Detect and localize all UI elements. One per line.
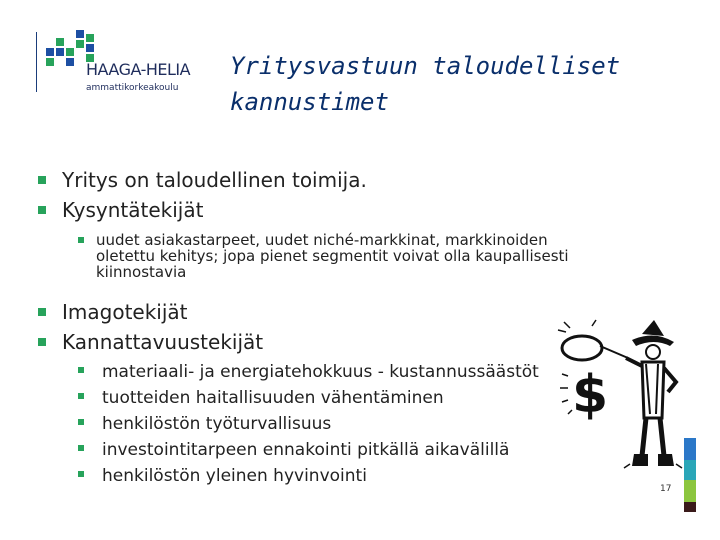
slide-title: Yritysvastuun taloudelliset kannustimet bbox=[230, 52, 621, 116]
bullet-text: tuotteiden haitallisuuden vähentäminen bbox=[102, 388, 444, 408]
bullet-text: henkilöstön yleinen hyvinvointi bbox=[102, 466, 367, 486]
bullet-text: materiaali- ja energiatehokkuus - kustannussäästöt bbox=[102, 362, 539, 382]
sub-bullet-item bbox=[78, 414, 331, 434]
edge-square-green bbox=[684, 480, 696, 502]
bullet-square-icon bbox=[38, 206, 46, 214]
bullet-square-icon bbox=[78, 419, 84, 425]
bullet-square-icon bbox=[78, 367, 84, 373]
sub-bullet-item bbox=[78, 362, 539, 382]
bullet-square-icon bbox=[78, 445, 84, 451]
sub-bullet-item bbox=[78, 232, 598, 280]
svg-text:$: $ bbox=[572, 365, 609, 425]
bullet-square-icon bbox=[38, 308, 46, 316]
bullet-item bbox=[38, 300, 188, 324]
bullet-square-icon bbox=[78, 471, 84, 477]
bullet-square-icon bbox=[38, 338, 46, 346]
edge-square-dark bbox=[684, 502, 696, 512]
page-number: 17 bbox=[660, 484, 672, 494]
bullet-text: Kysyntätekijät bbox=[62, 198, 204, 222]
cowboy-lasso-dollar-icon bbox=[556, 318, 686, 488]
bullet-text: Yritys on taloudellinen toimija. bbox=[62, 168, 367, 192]
bullet-item bbox=[38, 198, 203, 222]
bullet-square-icon bbox=[78, 237, 84, 243]
bullet-square-icon bbox=[78, 393, 84, 399]
bullet-text: Kannattavuustekijät bbox=[62, 330, 264, 354]
sub-bullet-item bbox=[78, 388, 444, 408]
bullet-text: uudet asiakastarpeet, uudet niché-markkinat, markkinoiden oletettu kehitys; jopa pienet segmentit voivat olla kaupallisesti kiinnostavia bbox=[96, 231, 569, 281]
logo-name: HAAGA-HELIA bbox=[86, 60, 191, 79]
sub-bullet-item bbox=[78, 440, 509, 460]
bullet-square-icon bbox=[38, 176, 46, 184]
edge-square-blue bbox=[684, 438, 696, 460]
bullet-item bbox=[38, 168, 367, 192]
bullet-text: henkilöstön työturvallisuus bbox=[102, 414, 332, 434]
sub-bullet-item bbox=[78, 466, 367, 486]
bullet-text: investointitarpeen ennakointi pitkällä aikavälillä bbox=[102, 440, 510, 460]
bullet-item bbox=[38, 330, 263, 354]
logo-subtitle: ammattikorkeakoulu bbox=[86, 83, 179, 93]
logo-border bbox=[36, 32, 37, 92]
bullet-text: Imagotekijät bbox=[62, 300, 188, 324]
haaga-helia-logo bbox=[36, 30, 196, 94]
edge-square-teal bbox=[684, 460, 696, 482]
